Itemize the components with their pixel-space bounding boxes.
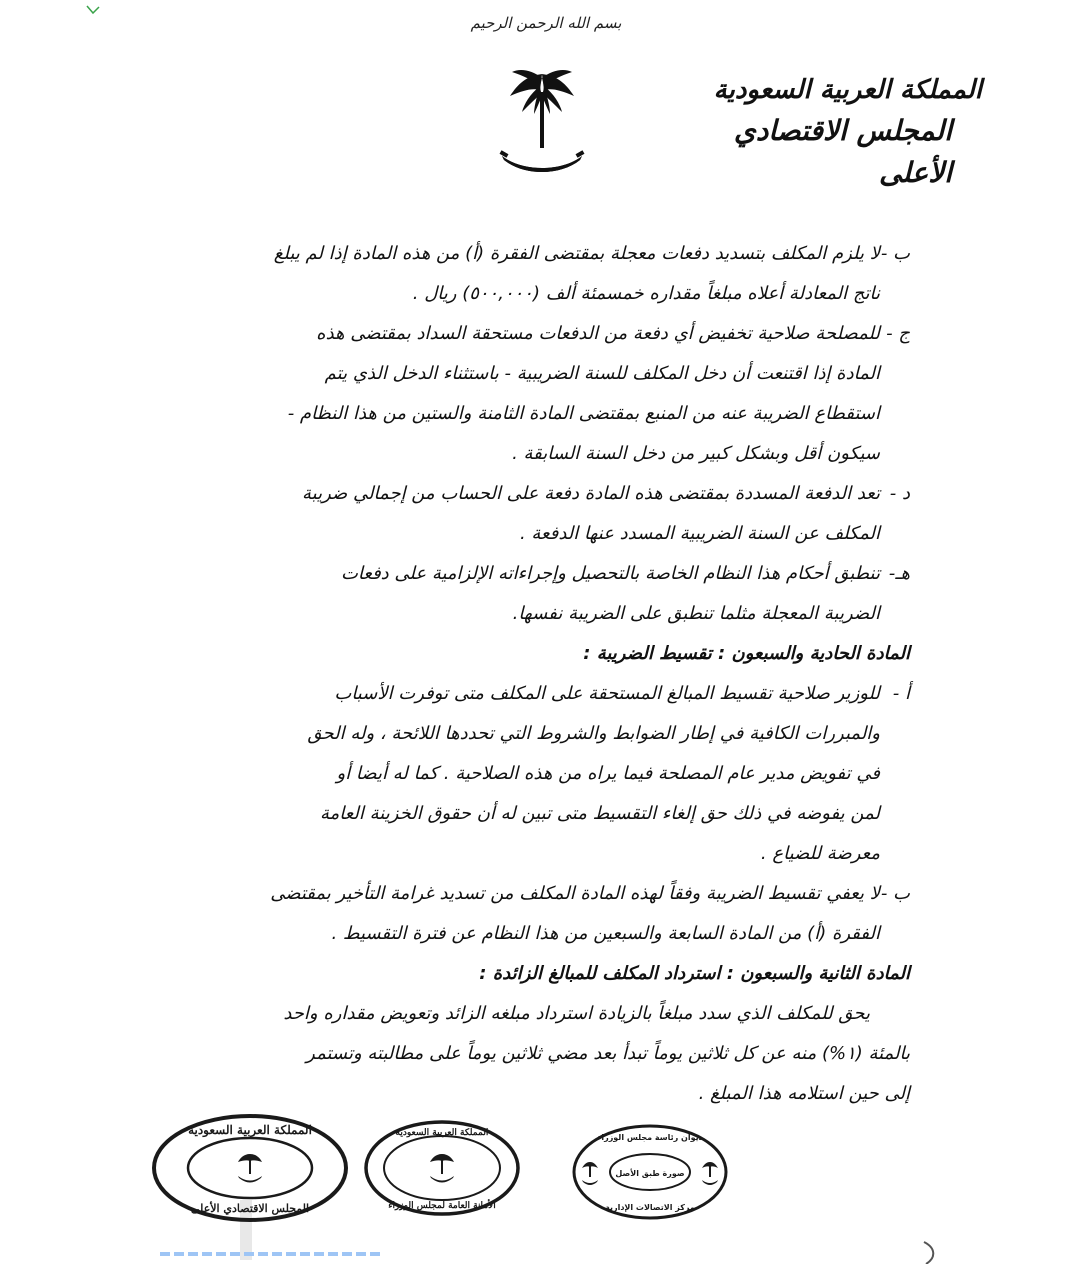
paragraph-marker: ج - xyxy=(886,323,910,344)
footer-dotted-line xyxy=(160,1252,380,1256)
council-seal xyxy=(150,1112,350,1228)
paragraph-line: لمن يفوضه في ذلك حق إلغاء التقسيط متى تبين له أن حقوق الخزينة العامة xyxy=(319,803,880,824)
paragraph-b1 xyxy=(180,234,910,314)
page-curl-icon xyxy=(920,1240,940,1264)
seal-bottom-text: مركز الاتصالات الإدارية xyxy=(605,1203,695,1212)
article-72-heading: المادة الثانية والسبعون : استرداد المكلف للمبالغ الزائدة : xyxy=(479,963,910,984)
paragraph-line: والمبررات الكافية في إطار الضوابط والشروط التي تحددها اللائحة ، وله الحق xyxy=(307,723,880,744)
paragraph-line: ناتج المعادلة أعلاه مبلغاً مقداره خمسمئة ألف (٥٠٠,٠٠٠) ريال . xyxy=(412,283,880,304)
paragraph-line: للمصلحة صلاحية تخفيض أي دفعة من الدفعات مستحقة السداد بمقتضى هذه xyxy=(316,323,880,344)
seal-middle-text: صورة طبق الأصل xyxy=(615,1169,685,1178)
paragraph-line: لا يلزم المكلف بتسديد دفعات معجلة بمقتضى الفقرة (أ) من هذه المادة إذا لم يبلغ xyxy=(273,243,880,264)
paragraph-line: الفقرة (أ) من المادة السابعة والسبعين من هذا النظام عن فترة التقسيط . xyxy=(331,923,880,944)
stamps-area xyxy=(150,1108,730,1228)
paragraph-marker: ب - xyxy=(880,883,910,904)
paragraph-line: يحق للمكلف الذي سدد مبلغاً بالزيادة استرداد مبلغه الزائد وتعويض مقداره واحد xyxy=(283,1003,870,1024)
paragraph-line: تنطبق أحكام هذا النظام الخاصة بالتحصيل وإجراءاته الإلزامية على دفعات xyxy=(340,563,880,584)
article-71-heading: المادة الحادية والسبعون : تقسيط الضريبة : xyxy=(583,643,910,664)
letterhead xyxy=(652,70,982,194)
paragraph-line: بالمئة (١%) منه عن كل ثلاثين يوماً تبدأ بعد مضي ثلاثين يوماً على مطالبته وتستمر xyxy=(306,1043,910,1064)
paragraph-line: لا يعفي تقسيط الضريبة وفقاً لهذه المادة المكلف من تسديد غرامة التأخير بمقتضى xyxy=(270,883,880,904)
paragraph-line: تعد الدفعة المسددة بمقتضى هذه المادة دفعة على الحساب من إجمالي ضريبة xyxy=(302,483,880,504)
paragraph-line: سيكون أقل وبشكل كبير من دخل السنة السابقة . xyxy=(512,443,880,464)
corner-mark-icon xyxy=(86,0,100,10)
seal-top-text: ديوان رئاسة مجلس الوزراء xyxy=(597,1133,703,1142)
paragraph-line: الضريبة المعجلة مثلما تنطبق على الضريبة نفسها. xyxy=(512,603,880,624)
paragraph-line: في تفويض مدير عام المصلحة فيما يراه من هذه الصلاحية . كما له أيضا أو xyxy=(336,763,880,784)
seal-emblem-icon xyxy=(238,1154,262,1183)
council-title: المجلس الاقتصادي الأعلى xyxy=(733,114,952,189)
seal-emblem-icon xyxy=(430,1154,454,1183)
paragraph-j xyxy=(180,314,910,474)
paragraph-line: للوزير صلاحية تقسيط المبالغ المستحقة على المكلف متى توفرت الأسباب xyxy=(334,683,880,704)
document-body xyxy=(180,234,910,1114)
paragraph-b2 xyxy=(180,874,910,954)
paragraph-line: معرضة للضياع . xyxy=(760,843,880,864)
paragraph-marker: ب - xyxy=(880,243,910,264)
seal-bottom-text: المجلس الاقتصادي الأعلى xyxy=(190,1202,310,1215)
seal-bottom-text: الأمانة العامة لمجلس الوزراء xyxy=(388,1201,496,1211)
paragraph-h xyxy=(180,554,910,634)
paragraph-line: المادة إذا اقتنعت أن دخل المكلف للسنة الضريبية - باستثناء الدخل الذي يتم xyxy=(324,363,880,384)
seal-top-text: المملكة العربية السعودية xyxy=(188,1123,312,1137)
cabinet-presidency-seal xyxy=(570,1122,730,1226)
paragraph-d xyxy=(180,474,910,554)
seal-top-text: المملكة العربية السعودية xyxy=(395,1128,489,1138)
paragraph-line: استقطاع الضريبة عنه من المنبع بمقتضى المادة الثامنة والستين من هذا النظام - xyxy=(287,403,880,424)
saudi-emblem-icon xyxy=(496,64,588,188)
kingdom-title: المملكة العربية السعودية xyxy=(713,75,982,105)
paragraph-marker: د - xyxy=(889,483,910,504)
paragraph-final xyxy=(180,994,910,1114)
paragraph-a xyxy=(180,674,910,874)
paragraph-marker: أ - xyxy=(892,683,910,704)
cabinet-secretariat-seal xyxy=(362,1118,522,1222)
paragraph-line: إلى حين استلامه هذا المبلغ . xyxy=(698,1083,910,1104)
basmala: بسم الله الرحمن الرحيم xyxy=(470,14,622,32)
paragraph-line: المكلف عن السنة الضريبية المسدد عنها الدفعة . xyxy=(519,523,880,544)
paragraph-marker: هـ- xyxy=(888,563,910,584)
